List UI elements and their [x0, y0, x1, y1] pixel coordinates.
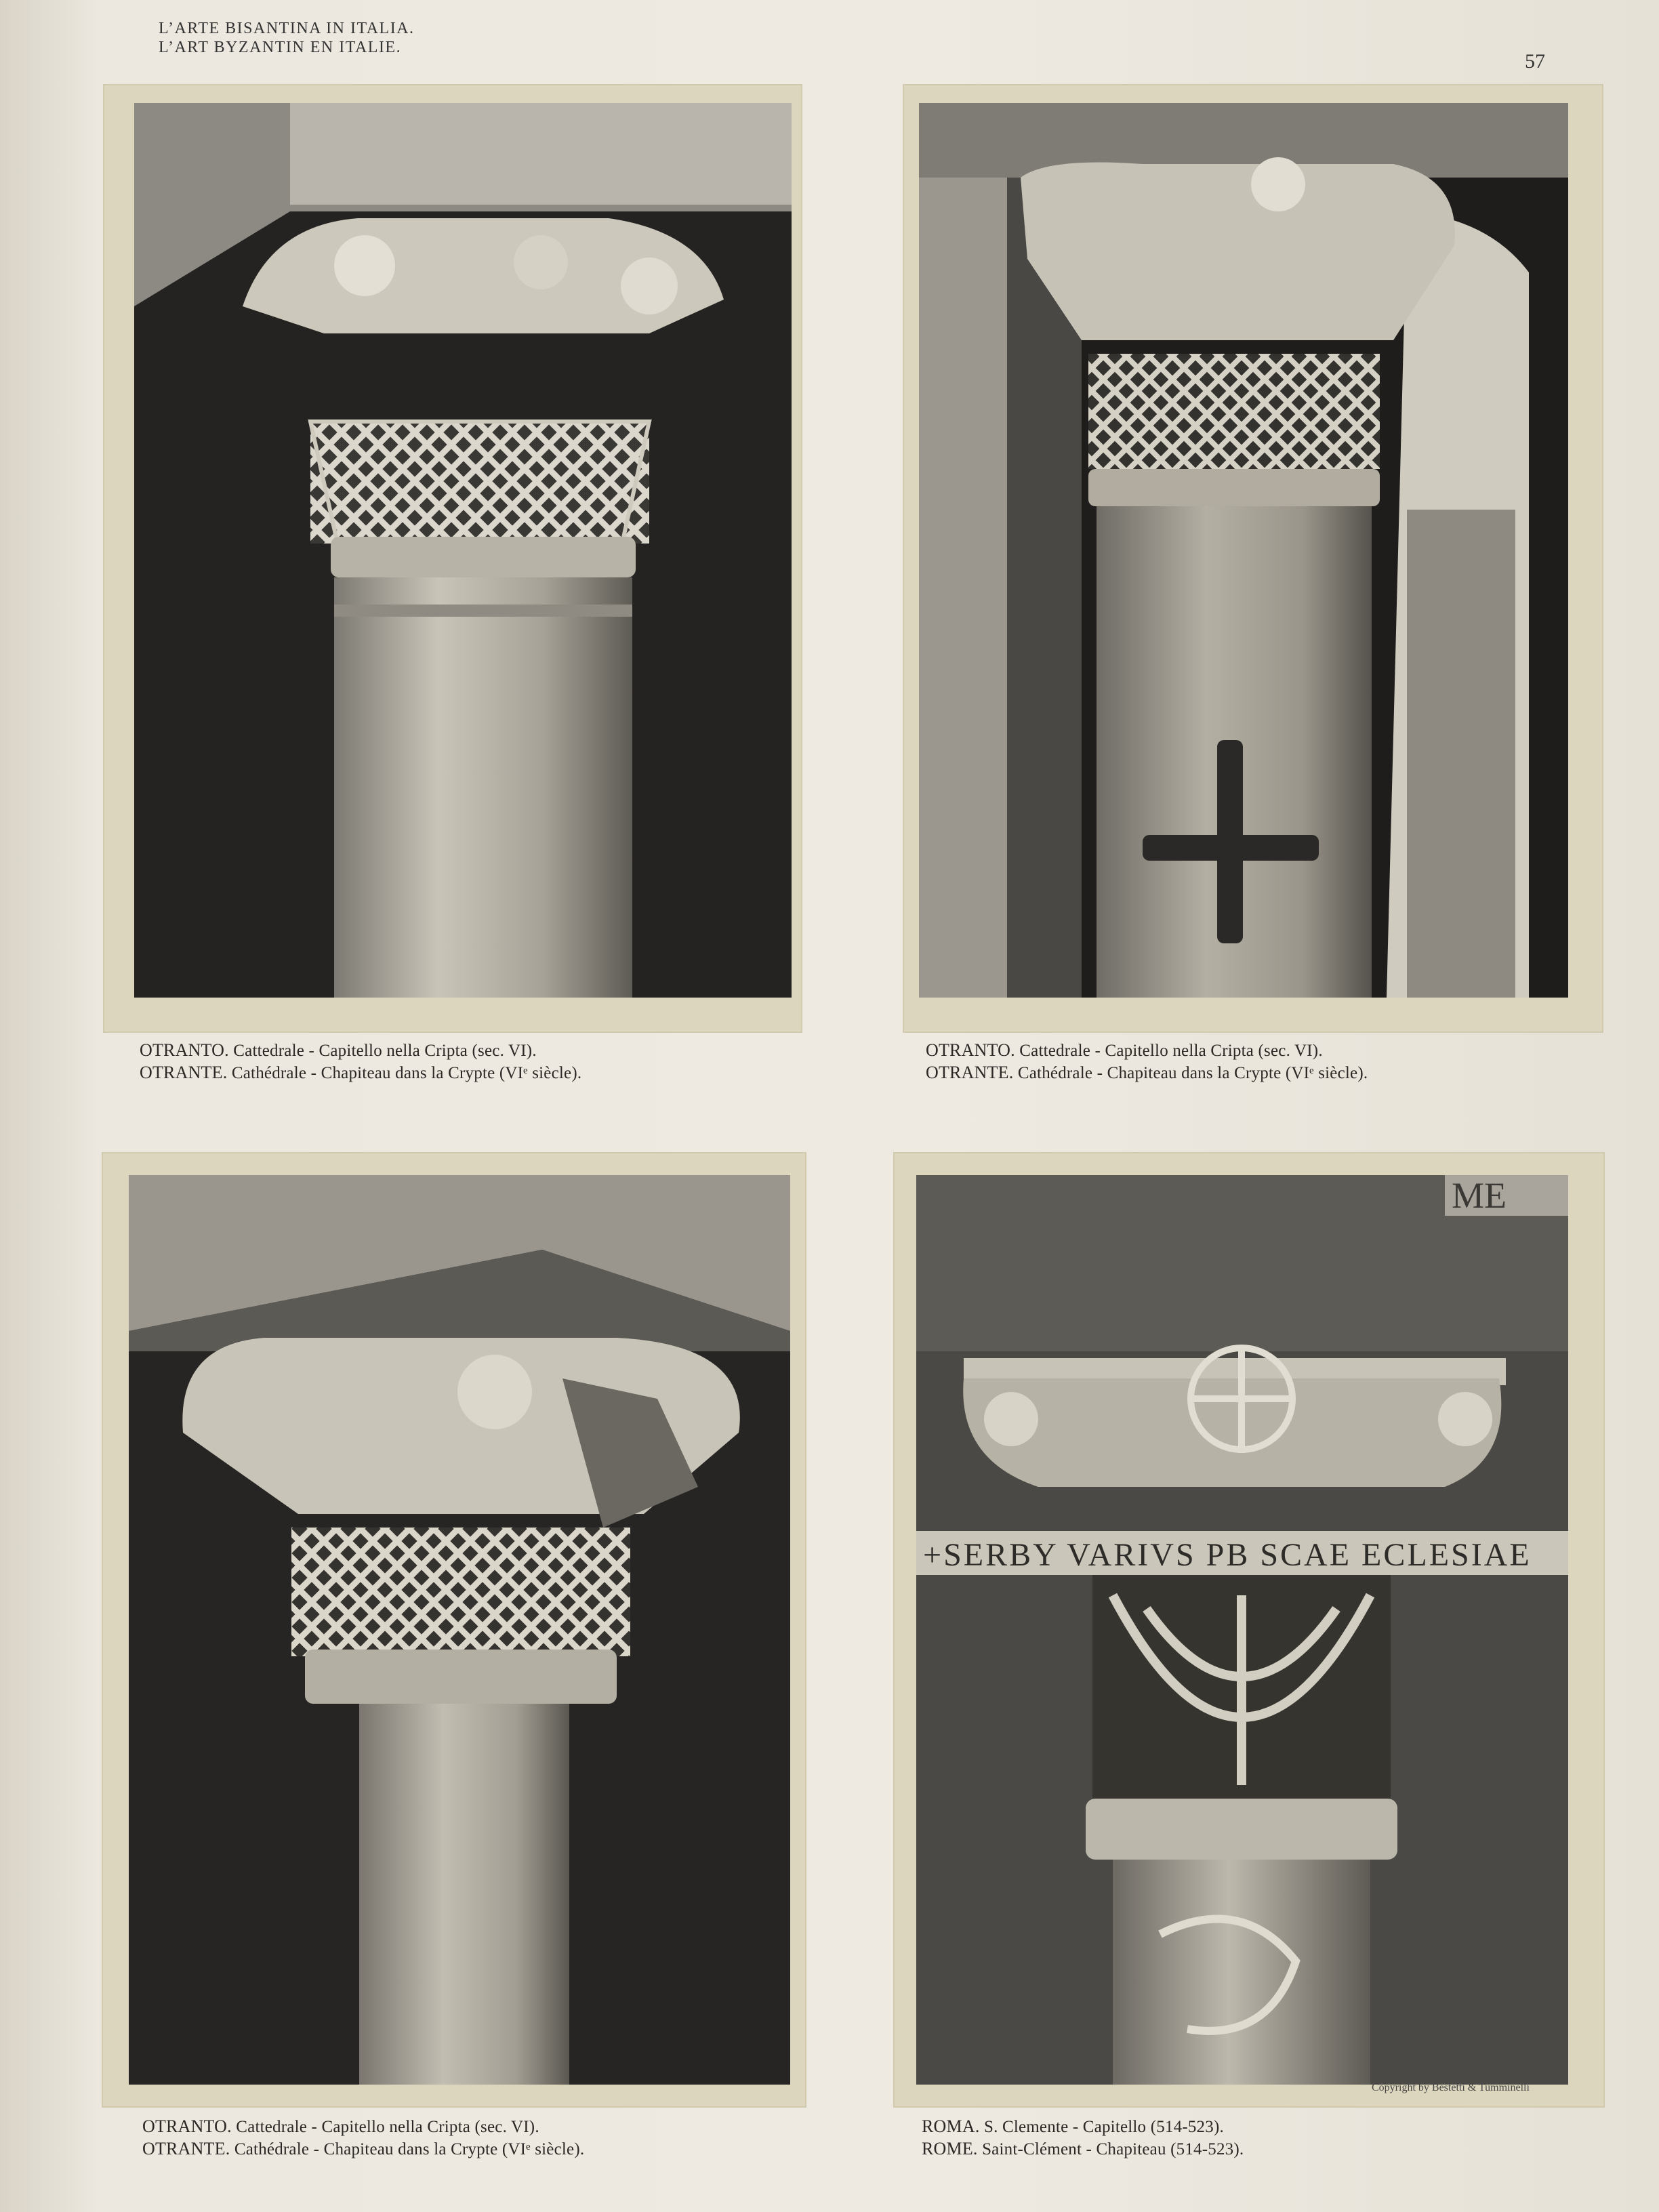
caption-2	[926, 1040, 1368, 1084]
caption-2-text-it: Cattedrale - Capitello nella Cripta (sec. VI).	[1019, 1042, 1323, 1060]
photo-otranto-capital-3	[129, 1175, 790, 2085]
running-head	[159, 19, 415, 57]
caption-2-text-fr: Cathédrale - Chapiteau dans la Crypte (VIᵉ siècle).	[1017, 1064, 1368, 1082]
caption-4-place-fr: ROME.	[922, 2139, 978, 2158]
caption-4-text-it: S. Clemente - Capitello (514-523).	[983, 2118, 1224, 2136]
copyright-notice: Copyright by Bestetti & Tumminelli	[1372, 2082, 1530, 2093]
caption-3-place-it: OTRANTO.	[142, 2116, 232, 2136]
running-head-french: L’ART BYZANTIN EN ITALIE.	[159, 39, 402, 56]
page-number: 57	[1525, 50, 1545, 73]
photo-otranto-capital-2	[919, 103, 1568, 998]
caption-3-text-fr: Cathédrale - Chapiteau dans la Crypte (VIᵉ siècle).	[234, 2140, 585, 2158]
caption-3-place-fr: OTRANTE.	[142, 2139, 230, 2158]
photo-otranto-capital-1	[134, 103, 792, 998]
caption-1-place-it: OTRANTO.	[140, 1040, 229, 1060]
caption-1	[140, 1040, 581, 1084]
running-head-italian: L’ARTE BISANTINA IN ITALIA.	[159, 20, 415, 37]
caption-2-place-it: OTRANTO.	[926, 1040, 1015, 1060]
caption-4-place-it: ROMA.	[922, 2116, 980, 2136]
caption-1-text-fr: Cathédrale - Chapiteau dans la Crypte (VIᵉ siècle).	[231, 1064, 582, 1082]
inscription-band-text: +SERBY VARIVS PB SCAE ECLESIAE	[923, 1537, 1532, 1573]
inscription-top-text: ME	[1452, 1175, 1507, 1216]
caption-3	[142, 2116, 584, 2160]
caption-4	[922, 2116, 1244, 2160]
caption-1-text-it: Cattedrale - Capitello nella Cripta (sec. VI).	[233, 1042, 537, 1060]
photo-rome-san-clemente-capital	[916, 1175, 1568, 2085]
caption-1-place-fr: OTRANTE.	[140, 1063, 228, 1082]
caption-4-text-fr: Saint-Clément - Chapiteau (514-523).	[982, 2140, 1244, 2158]
caption-3-text-it: Cattedrale - Capitello nella Cripta (sec. VI).	[236, 2118, 539, 2136]
caption-2-place-fr: OTRANTE.	[926, 1063, 1014, 1082]
